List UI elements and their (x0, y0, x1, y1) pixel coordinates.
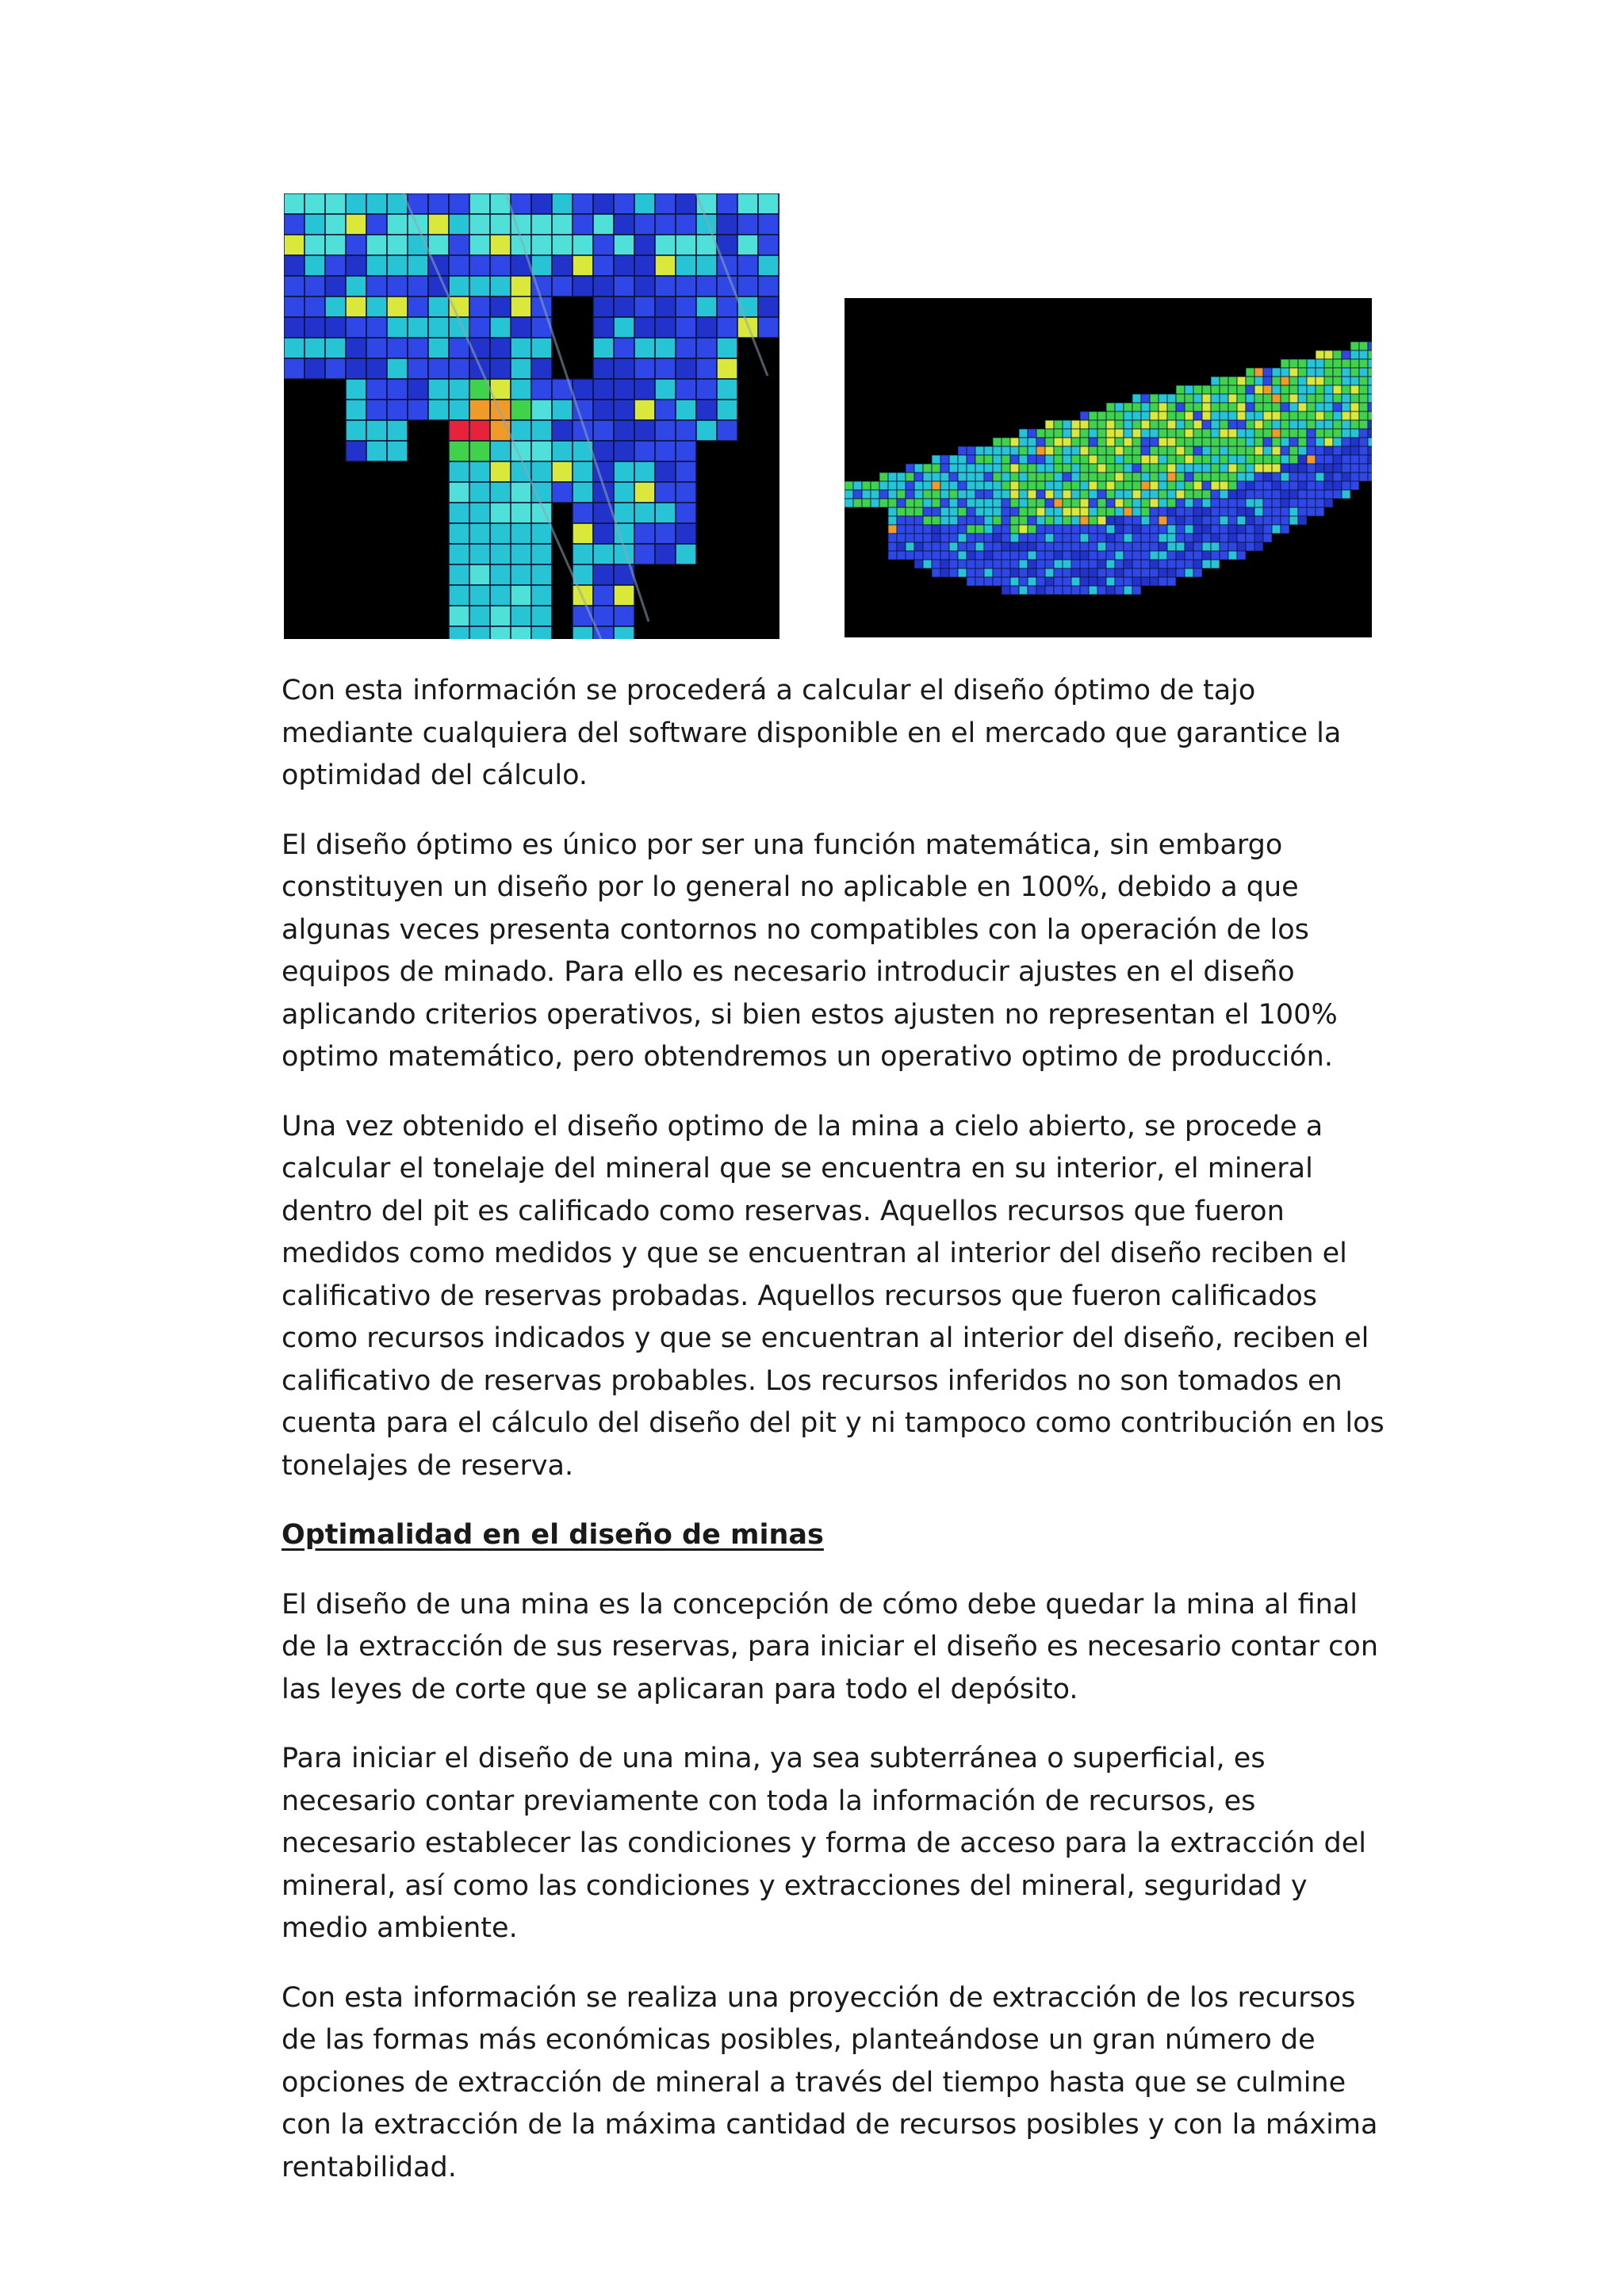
open-pit-block-model-image (845, 298, 1372, 637)
paragraph-4: El diseño de una mina es la concepción de cómo debe quedar la mina al final de la extracción de sus reservas, para iniciar el diseño es necesario contar con las leyes de corte que se aplicaran para todo el depósito. (282, 1588, 1378, 1705)
paragraph-2: El diseño óptimo es único por ser una función matemática, sin embargo constituyen un diseño por lo general no aplicable en 100%, debido a que algunas veces presenta contornos no compatibles con la operación de los equipos de minado. Para ello es necesario introducir ajustes en el diseño aplicando criterios operativos, si bien estos ajusten no representan el 100% optimo matemático, pero obtendremos un operativo optimo de producción. (282, 828, 1338, 1073)
block-grid-pit (845, 298, 1372, 637)
section-heading: Optimalidad en el diseño de minas (282, 1519, 824, 1551)
paragraph-6: Con esta información se realiza una proyección de extracción de los recursos de las formas más económicas posibles, planteándose un gran número de opciones de extracción de mineral a través del tiempo hasta que se culmine con la extracción de la máxima cantidad de recursos posibles y con la máxima rentabilidad. (282, 1981, 1378, 2183)
paragraph-3: Una vez obtenido el diseño optimo de la mina a cielo abierto, se procede a calcular el tonelaje del mineral que se encuentra en su interior, el mineral dentro del pit es calificado como reservas. Aquellos recursos que fueron medidos como medidos y que se encuentran al interior del diseño reciben el calificativo de reservas probadas. Aquellos recursos que fueron calificados como recursos indicados y que se encuentran al interior del diseño, reciben el calificativo de reservas probables. Los recursos inferidos no son tomados en cuenta para el cálculo del diseño del pit y ni tampoco como contribución en los tonelajes de reserva. (282, 1110, 1385, 1482)
paragraph-5: Para iniciar el diseño de una mina, ya sea subterránea o superficial, es necesario contar previamente con toda la información de recursos, es necesario establecer las condiciones y forma de acceso para la extracción del mineral, así como las condiciones y extracciones del mineral, seguridad y medio ambiente. (282, 1743, 1366, 1944)
paragraph-1: Con esta información se procederá a calcular el diseño óptimo de tajo mediante cualquiera del software disponible en el mercado que garantice la optimidad del cálculo. (282, 675, 1342, 791)
block-grid-closeup (284, 193, 779, 639)
mine-block-model-closeup-image (284, 193, 779, 639)
document-body (282, 670, 1392, 2216)
